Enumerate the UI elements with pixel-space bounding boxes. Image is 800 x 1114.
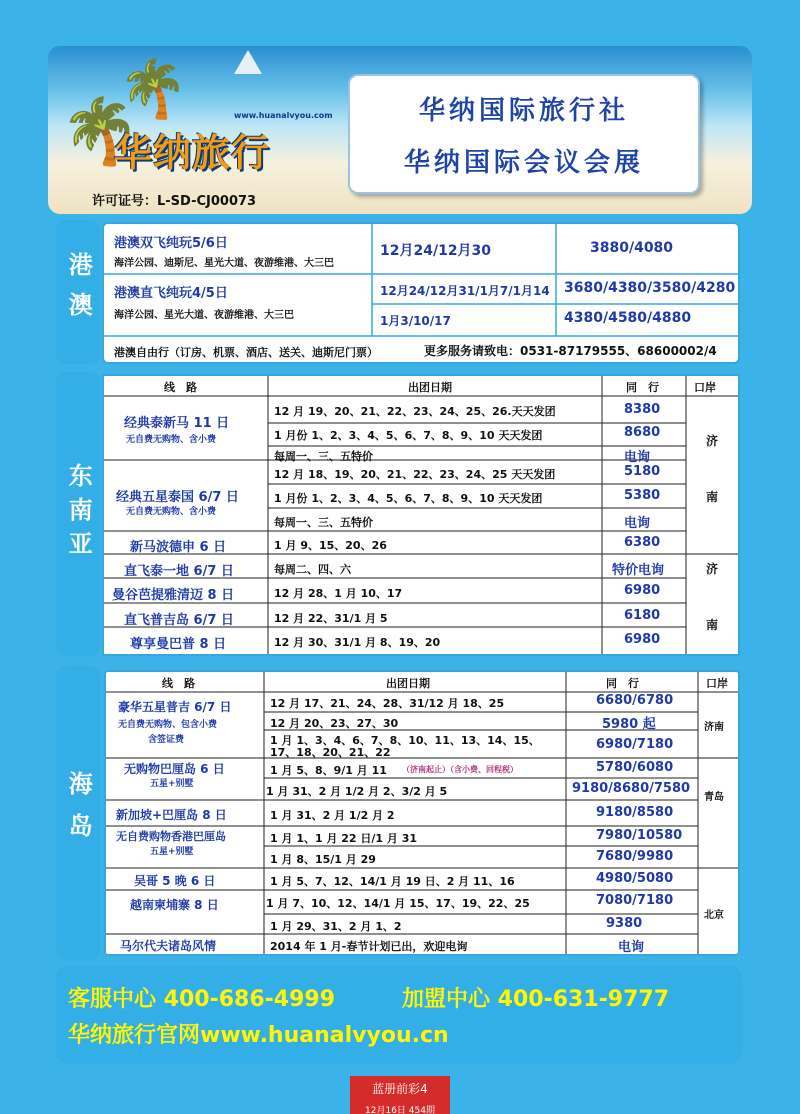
sailboat — [234, 50, 262, 74]
price: 6680/6780 — [596, 693, 674, 708]
depart-date: 1 月 8、15/1 月 29 — [270, 853, 376, 866]
route-desc: 无自费无购物、含小费 — [126, 435, 217, 445]
route-name: 经典泰新马 11 日 — [124, 416, 230, 431]
route-name: 港澳双飞纯玩5/6日 — [114, 236, 228, 251]
depart-date: 1 月 9、15、20、26 — [274, 539, 387, 552]
port-label: 济 — [706, 434, 719, 448]
hk-panel — [102, 222, 740, 364]
permit-number: 许可证号：L-SD-CJ00073 — [92, 194, 257, 209]
price: 7080/7180 — [596, 893, 674, 908]
port-label: 南 — [706, 490, 719, 504]
port-label: 青岛 — [704, 792, 724, 803]
price: 电询 — [624, 450, 651, 465]
page-stamp — [350, 1076, 450, 1114]
price: 9380 — [606, 916, 643, 931]
company-name: 华纳国际旅行社 — [418, 96, 629, 126]
contact-note: 更多服务请致电：0531-87179555、68600002/4 — [424, 344, 717, 358]
price: 4980/5080 — [596, 871, 674, 886]
port-label: 南 — [706, 618, 719, 632]
route-name: 尊享曼巴普 8 日 — [130, 637, 227, 652]
depart-note: （济南起止）（含小费、回程税） — [402, 765, 518, 774]
route-name: 经典五星泰国 6/7 日 — [116, 490, 239, 505]
route-name: 无购物巴厘岛 6 日 — [124, 762, 225, 776]
sea-table — [102, 374, 740, 656]
route-desc: 海洋公园、迪斯尼、星光大道、夜游维港、大三巴 — [114, 258, 334, 269]
section-label: 海岛 — [64, 771, 93, 855]
depart-date: 12 月 30、31/1 月 8、19、20 — [274, 636, 441, 649]
official-site: 华纳旅行官网www.huanalvyou.cn — [68, 1023, 449, 1048]
stamp-line1: 蓝册前彩4 — [372, 1082, 428, 1096]
depart-date: 17、18、20、21、22 — [270, 746, 391, 759]
col-header-route: 线 路 — [164, 381, 197, 394]
contact-footer — [56, 966, 742, 1064]
logo-text: 华纳旅行 — [114, 131, 271, 175]
price: 6980 — [624, 632, 661, 647]
palm-tree-icon: 🌴 — [60, 95, 140, 169]
depart-date: 1 月 1、3、4、6、7、8、10、11、13、14、15、 — [270, 734, 540, 747]
route-desc: 五星+别墅 — [150, 779, 194, 789]
price: 9180/8580 — [596, 805, 674, 820]
route-name: 直飞普吉岛 6/7 日 — [124, 613, 234, 628]
free-travel-note: 港澳自由行（订房、机票、酒店、送关、迪斯尼门票） — [114, 346, 378, 359]
depart-date: 12 月 19、20、21、22、23、24、25、26.天天发团 — [274, 405, 556, 418]
depart-date: 1 月 29、31、2 月 1、2 — [270, 920, 402, 933]
join-hotline: 加盟中心 400-631-9777 — [402, 987, 669, 1012]
route-name: 无自费购物香港巴厘岛 — [116, 830, 226, 843]
price: 3680/4380/3580/4280 — [564, 280, 736, 296]
col-header-port: 口岸 — [694, 381, 716, 394]
route-desc: 含签证费 — [148, 735, 185, 745]
depart-date: 1 月 5、7、12、14/1 月 19 日、2 月 11、16 — [270, 875, 515, 888]
logo-url: www.huanalvyou.com — [234, 111, 333, 120]
price: 3880/4080 — [590, 240, 674, 256]
depart-date: 1 月份 1、2、3、4、5、6、7、8、9、10 天天发团 — [274, 429, 543, 442]
section-tab-hk — [56, 220, 100, 364]
route-name: 新加坡+巴厘岛 8 日 — [116, 808, 227, 822]
route-name: 直飞泰一地 6/7 日 — [124, 564, 234, 579]
price: 5380 — [624, 488, 661, 503]
depart-date: 1月3/10/17 — [380, 314, 451, 328]
col-header-date: 出团日期 — [386, 677, 430, 690]
header-banner — [48, 46, 752, 214]
price: 电询 — [618, 940, 645, 955]
depart-date: 12月24/12月30 — [380, 243, 492, 259]
route-desc: 无自费无购物、包含小费 — [118, 720, 218, 730]
price: 6180 — [624, 608, 661, 623]
price: 9180/8680/7580 — [572, 781, 691, 796]
route-desc: 无自费无购物、含小费 — [126, 507, 217, 517]
price: 6380 — [624, 535, 661, 550]
route-name: 越南柬埔寨 8 日 — [130, 898, 219, 912]
depart-date: 1 月 7、10、12、14/1 月 15、17、19、22、25 — [266, 897, 530, 910]
depart-date: 12 月 17、21、24、28、31/12 月 18、25 — [270, 697, 505, 710]
depart-date: 12 月 28、1 月 10、17 — [274, 587, 403, 600]
island-table — [104, 670, 740, 956]
col-header-port: 口岸 — [706, 677, 728, 690]
depart-date: 1 月 5、8、9/1 月 11 — [270, 764, 387, 777]
price: 7680/9980 — [596, 849, 674, 864]
depart-date: 1 月 31、2 月 1/2 月 2、3/2 月 5 — [266, 785, 448, 798]
col-header-price: 同 行 — [606, 677, 639, 690]
col-header-price: 同 行 — [626, 381, 659, 394]
depart-date: 2014 年 1 月-春节计划已出，欢迎电询 — [270, 940, 468, 953]
price: 5980 起 — [602, 717, 656, 732]
depart-date: 1 月份 1、2、3、4、5、6、7、8、9、10 天天发团 — [274, 492, 543, 505]
depart-date: 12 月 20、23、27、30 — [270, 717, 399, 730]
price: 4380/4580/4880 — [564, 310, 692, 326]
stamp-line2: 12月16日 454期 — [365, 1106, 435, 1114]
port-label: 济南 — [704, 722, 724, 733]
price: 6980 — [624, 583, 661, 598]
route-desc: 海洋公园、星光大道、夜游维港、大三巴 — [114, 310, 294, 321]
section-tab-island — [56, 666, 100, 960]
depart-date: 1 月 31、2 月 1/2 月 2 — [270, 809, 395, 822]
col-header-date: 出团日期 — [408, 381, 452, 394]
price: 5780/6080 — [596, 760, 674, 775]
section-label: 东南亚 — [64, 463, 93, 565]
depart-date: 1 月 1、1 月 22 日/1 月 31 — [270, 832, 418, 845]
route-desc: 五星+别墅 — [150, 847, 194, 857]
port-label: 济 — [706, 562, 719, 576]
price: 7980/10580 — [596, 828, 683, 843]
section-label: 港澳 — [64, 252, 93, 332]
price: 8380 — [624, 402, 661, 417]
depart-date: 12月24/12月31/1月7/1月14 — [380, 284, 550, 298]
title-box — [348, 74, 700, 194]
price: 5180 — [624, 464, 661, 479]
depart-date: 每周二、四、六 — [274, 563, 351, 576]
price: 8680 — [624, 425, 661, 440]
section-tab-sea — [56, 372, 100, 656]
port-label: 北京 — [704, 910, 724, 921]
route-name: 豪华五星普吉 6/7 日 — [118, 700, 232, 714]
depart-date: 12 月 18、19、20、21、22、23、24、25 天天发团 — [274, 468, 556, 481]
route-name: 曼谷芭提雅清迈 8 日 — [112, 588, 235, 603]
route-name: 马尔代夫诸岛风情 — [120, 939, 217, 953]
expo-name: 华纳国际会议会展 — [403, 148, 644, 178]
price: 特价电询 — [612, 563, 665, 578]
depart-date: 每周一、三、五特价 — [274, 450, 373, 463]
price: 6980/7180 — [596, 737, 674, 752]
route-name: 新马波德申 6 日 — [130, 540, 227, 555]
depart-date: 每周一、三、五特价 — [274, 516, 373, 529]
route-name: 港澳直飞纯玩4/5日 — [114, 286, 228, 301]
service-hotline: 客服中心 400-686-4999 — [68, 987, 335, 1012]
route-name: 吴哥 5 晚 6 日 — [134, 874, 216, 888]
price: 电询 — [624, 516, 651, 531]
col-header-route: 线 路 — [162, 677, 195, 690]
depart-date: 12 月 22、31/1 月 5 — [274, 612, 388, 625]
palm-tree-icon: 🌴 — [118, 57, 188, 122]
